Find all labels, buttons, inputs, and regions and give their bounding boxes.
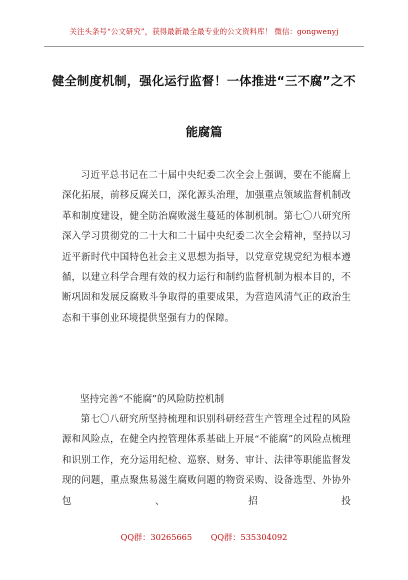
section-heading: 坚持完善“不能腐”的风险防控机制 (80, 394, 225, 405)
paragraph-risk-control (62, 410, 351, 512)
footer-qq-group-2: QQ群：535304092 (210, 532, 288, 542)
footer-qq-group-1: QQ群：30265665 (120, 532, 193, 542)
paragraph-risk-control-text: 第七〇八研究所坚持梳理和识别科研经营生产管理全过程的风险源和风险点，在健全内控管理体系基础上开展“不能腐”的风险点梳理和识别工作，充分运用纪检、巡察、财务、审计、法律等职能监督发现的问题，重点聚焦易滋生腐败问题的物资采购、设备选型、外协外包、招投 (62, 414, 351, 507)
paragraph-intro (62, 166, 351, 329)
header-divider (44, 46, 364, 47)
header-banner: 关注头条号“公文研究”，获得最新最全最专业的公文资料库！ 微信：gongwenyj (69, 27, 339, 36)
document-title-line1: 健全制度机制，强化运行监督！一体推进“三不腐”之不 (52, 74, 356, 88)
footer-contact (0, 532, 408, 543)
document-title-line2: 能腐篇 (185, 125, 223, 139)
paragraph-intro-text: 习近平总书记在二十届中央纪委二次全会上强调，要在不能腐上深化拓展，前移反腐关口，深化源头治理，加强重点领域监督机制改革和制度建设，健全防治腐败滋生蔓延的体制机制。第七〇八研究所深入学习贯彻党的二十大和二十届中央纪委二次全会精神，坚持以习近平新时代中国特色社会主义思想为指导，以党章党规党纪为根本遵循，以建立科学合理有效的权力运行和制约监督机制为根本目的，不断巩固和发展反腐败斗争取得的重要成果，为营造风清气正的政治生态和干事创业环境提供坚强有力的保障。 (62, 170, 351, 324)
